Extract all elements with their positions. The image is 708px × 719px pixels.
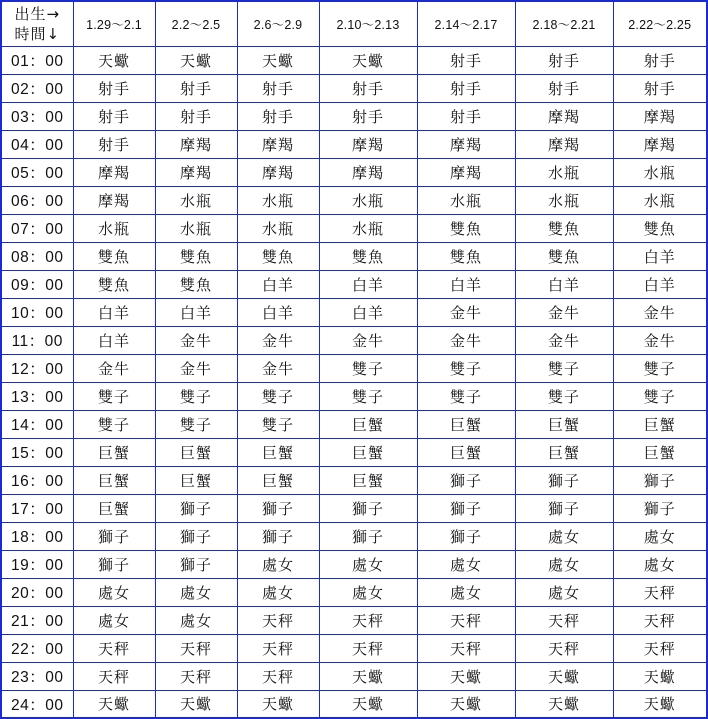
zodiac-sign-cell: 摩羯	[515, 130, 613, 158]
date-range-header: 2.6～2.9	[237, 1, 319, 46]
date-range-header: 2.18～2.21	[515, 1, 613, 46]
zodiac-sign-cell: 處女	[613, 522, 707, 550]
zodiac-sign-cell: 處女	[155, 578, 237, 606]
zodiac-sign-cell: 金牛	[237, 326, 319, 354]
zodiac-sign-cell: 白羊	[237, 270, 319, 298]
table-row	[1, 466, 707, 494]
zodiac-sign-cell: 天秤	[319, 634, 417, 662]
zodiac-sign-cell: 天秤	[73, 662, 155, 690]
zodiac-sign-cell: 雙子	[515, 354, 613, 382]
zodiac-sign-cell: 射手	[417, 102, 515, 130]
zodiac-sign-cell: 摩羯	[613, 130, 707, 158]
zodiac-sign-cell: 水瓶	[237, 186, 319, 214]
zodiac-sign-cell: 射手	[73, 74, 155, 102]
zodiac-sign-cell: 水瓶	[155, 186, 237, 214]
time-cell: 15：00	[1, 438, 73, 466]
zodiac-sign-cell: 金牛	[155, 326, 237, 354]
time-cell: 04：00	[1, 130, 73, 158]
zodiac-sign-cell: 獅子	[73, 550, 155, 578]
zodiac-sign-cell: 水瓶	[613, 158, 707, 186]
corner-header-cell	[1, 1, 73, 46]
time-cell: 22：00	[1, 634, 73, 662]
zodiac-sign-cell: 射手	[237, 74, 319, 102]
zodiac-sign-cell: 金牛	[319, 326, 417, 354]
zodiac-sign-cell: 金牛	[155, 354, 237, 382]
zodiac-sign-cell: 處女	[319, 550, 417, 578]
zodiac-sign-cell: 天秤	[613, 634, 707, 662]
table-row	[1, 550, 707, 578]
zodiac-sign-cell: 金牛	[515, 326, 613, 354]
table-row	[1, 662, 707, 690]
zodiac-sign-cell: 水瓶	[155, 214, 237, 242]
zodiac-sign-cell: 天蠍	[319, 690, 417, 718]
table-row	[1, 158, 707, 186]
time-cell: 07：00	[1, 214, 73, 242]
corner-time-label: 時間↓	[14, 24, 61, 43]
zodiac-sign-cell: 水瓶	[515, 186, 613, 214]
table-row	[1, 74, 707, 102]
zodiac-sign-cell: 雙魚	[319, 242, 417, 270]
zodiac-sign-cell: 巨蟹	[613, 410, 707, 438]
zodiac-sign-cell: 摩羯	[417, 130, 515, 158]
zodiac-sign-cell: 射手	[319, 102, 417, 130]
zodiac-sign-cell: 天秤	[417, 606, 515, 634]
time-cell: 17：00	[1, 494, 73, 522]
zodiac-sign-cell: 天蠍	[515, 662, 613, 690]
table-row	[1, 410, 707, 438]
zodiac-sign-cell: 天秤	[237, 606, 319, 634]
zodiac-sign-cell: 摩羯	[417, 158, 515, 186]
zodiac-sign-cell: 雙魚	[73, 242, 155, 270]
time-cell: 21：00	[1, 606, 73, 634]
table-row	[1, 690, 707, 718]
date-range-header: 2.22～2.25	[613, 1, 707, 46]
zodiac-sign-cell: 白羊	[319, 298, 417, 326]
zodiac-sign-cell: 射手	[613, 74, 707, 102]
table-row	[1, 326, 707, 354]
zodiac-sign-cell: 雙子	[237, 382, 319, 410]
table-row	[1, 214, 707, 242]
zodiac-sign-cell: 射手	[417, 46, 515, 74]
zodiac-sign-cell: 天秤	[237, 634, 319, 662]
zodiac-sign-cell: 巨蟹	[417, 410, 515, 438]
zodiac-sign-cell: 巨蟹	[515, 438, 613, 466]
zodiac-sign-cell: 獅子	[417, 494, 515, 522]
time-cell: 06：00	[1, 186, 73, 214]
zodiac-sign-cell: 獅子	[237, 494, 319, 522]
zodiac-sign-cell: 天蠍	[237, 690, 319, 718]
zodiac-sign-cell: 天蠍	[319, 662, 417, 690]
time-cell: 09：00	[1, 270, 73, 298]
table-row	[1, 102, 707, 130]
zodiac-sign-cell: 雙魚	[237, 242, 319, 270]
zodiac-sign-cell: 白羊	[237, 298, 319, 326]
table-row	[1, 522, 707, 550]
zodiac-sign-cell: 射手	[237, 102, 319, 130]
zodiac-sign-cell: 天秤	[613, 606, 707, 634]
zodiac-sign-cell: 天秤	[155, 634, 237, 662]
zodiac-sign-cell: 白羊	[73, 298, 155, 326]
time-cell: 01：00	[1, 46, 73, 74]
time-cell: 02：00	[1, 74, 73, 102]
date-range-header: 2.10～2.13	[319, 1, 417, 46]
zodiac-sign-cell: 摩羯	[73, 158, 155, 186]
zodiac-sign-cell: 天蠍	[417, 690, 515, 718]
zodiac-sign-cell: 水瓶	[237, 214, 319, 242]
zodiac-sign-cell: 金牛	[613, 326, 707, 354]
zodiac-sign-cell: 天蠍	[73, 690, 155, 718]
zodiac-sign-cell: 巨蟹	[73, 438, 155, 466]
zodiac-sign-cell: 天蠍	[155, 46, 237, 74]
zodiac-sign-cell: 處女	[613, 550, 707, 578]
zodiac-sign-cell: 獅子	[417, 466, 515, 494]
time-cell: 19：00	[1, 550, 73, 578]
zodiac-sign-cell: 白羊	[319, 270, 417, 298]
zodiac-sign-cell: 金牛	[237, 354, 319, 382]
zodiac-sign-cell: 獅子	[319, 522, 417, 550]
zodiac-sign-cell: 天秤	[237, 662, 319, 690]
zodiac-sign-cell: 天秤	[155, 662, 237, 690]
zodiac-sign-cell: 射手	[155, 102, 237, 130]
zodiac-sign-cell: 摩羯	[515, 102, 613, 130]
table-row	[1, 634, 707, 662]
zodiac-sign-cell: 水瓶	[417, 186, 515, 214]
zodiac-sign-cell: 處女	[319, 578, 417, 606]
zodiac-sign-cell: 獅子	[417, 522, 515, 550]
table-row	[1, 354, 707, 382]
zodiac-sign-cell: 雙子	[613, 354, 707, 382]
time-cell: 03：00	[1, 102, 73, 130]
table-row	[1, 46, 707, 74]
zodiac-sign-cell: 獅子	[237, 522, 319, 550]
zodiac-sign-cell: 天蠍	[319, 46, 417, 74]
zodiac-sign-cell: 射手	[73, 130, 155, 158]
zodiac-sign-cell: 獅子	[613, 494, 707, 522]
header-row	[1, 1, 707, 46]
zodiac-sign-cell: 天蠍	[613, 690, 707, 718]
zodiac-sign-cell: 天蠍	[73, 46, 155, 74]
zodiac-sign-cell: 處女	[515, 522, 613, 550]
zodiac-sign-cell: 雙魚	[417, 242, 515, 270]
zodiac-sign-cell: 白羊	[613, 242, 707, 270]
zodiac-sign-cell: 巨蟹	[237, 466, 319, 494]
zodiac-sign-cell: 巨蟹	[417, 438, 515, 466]
zodiac-sign-cell: 處女	[417, 550, 515, 578]
zodiac-sign-cell: 天秤	[73, 634, 155, 662]
zodiac-sign-cell: 處女	[237, 550, 319, 578]
zodiac-sign-cell: 天蠍	[237, 46, 319, 74]
time-cell: 24：00	[1, 690, 73, 718]
zodiac-sign-cell: 雙魚	[515, 242, 613, 270]
zodiac-sign-cell: 天秤	[515, 634, 613, 662]
time-cell: 18：00	[1, 522, 73, 550]
zodiac-sign-cell: 雙子	[155, 382, 237, 410]
time-cell: 14：00	[1, 410, 73, 438]
zodiac-sign-cell: 白羊	[73, 326, 155, 354]
table-row	[1, 298, 707, 326]
zodiac-sign-cell: 射手	[155, 74, 237, 102]
zodiac-sign-cell: 白羊	[515, 270, 613, 298]
zodiac-sign-cell: 摩羯	[319, 158, 417, 186]
zodiac-sign-cell: 處女	[515, 550, 613, 578]
zodiac-sign-cell: 天秤	[417, 634, 515, 662]
time-cell: 13：00	[1, 382, 73, 410]
zodiac-sign-cell: 雙魚	[417, 214, 515, 242]
zodiac-sign-cell: 金牛	[417, 326, 515, 354]
zodiac-sign-cell: 天蠍	[155, 690, 237, 718]
zodiac-sign-cell: 水瓶	[515, 158, 613, 186]
zodiac-sign-cell: 雙子	[515, 382, 613, 410]
time-cell: 11：00	[1, 326, 73, 354]
zodiac-sign-cell: 巨蟹	[515, 410, 613, 438]
zodiac-sign-cell: 射手	[613, 46, 707, 74]
zodiac-sign-cell: 處女	[417, 578, 515, 606]
zodiac-sign-cell: 雙魚	[73, 270, 155, 298]
zodiac-sign-cell: 金牛	[515, 298, 613, 326]
zodiac-sign-cell: 白羊	[417, 270, 515, 298]
zodiac-sign-cell: 天蠍	[613, 662, 707, 690]
table-row	[1, 606, 707, 634]
corner-birth-label: 出生→	[14, 4, 61, 23]
time-cell: 16：00	[1, 466, 73, 494]
zodiac-sign-cell: 雙魚	[515, 214, 613, 242]
zodiac-sign-cell: 雙子	[73, 410, 155, 438]
zodiac-sign-cell: 雙子	[237, 410, 319, 438]
time-cell: 23：00	[1, 662, 73, 690]
zodiac-sign-cell: 處女	[73, 606, 155, 634]
zodiac-sign-cell: 摩羯	[155, 158, 237, 186]
zodiac-sign-cell: 天秤	[515, 606, 613, 634]
zodiac-sign-cell: 獅子	[73, 522, 155, 550]
zodiac-sign-cell: 摩羯	[237, 130, 319, 158]
zodiac-sign-cell: 摩羯	[319, 130, 417, 158]
zodiac-sign-cell: 金牛	[613, 298, 707, 326]
zodiac-sign-cell: 獅子	[155, 550, 237, 578]
date-range-header: 2.2～2.5	[155, 1, 237, 46]
zodiac-sign-cell: 處女	[155, 606, 237, 634]
zodiac-sign-cell: 雙子	[319, 382, 417, 410]
zodiac-sign-cell: 水瓶	[319, 186, 417, 214]
zodiac-sign-cell: 水瓶	[613, 186, 707, 214]
zodiac-sign-cell: 射手	[319, 74, 417, 102]
table-row	[1, 382, 707, 410]
zodiac-sign-cell: 摩羯	[613, 102, 707, 130]
zodiac-sign-cell: 雙魚	[155, 270, 237, 298]
table-row	[1, 270, 707, 298]
zodiac-sign-cell: 雙子	[417, 382, 515, 410]
time-cell: 20：00	[1, 578, 73, 606]
zodiac-sign-cell: 天蠍	[417, 662, 515, 690]
zodiac-sign-cell: 雙子	[613, 382, 707, 410]
zodiac-sign-cell: 處女	[515, 578, 613, 606]
zodiac-sign-cell: 獅子	[155, 494, 237, 522]
zodiac-sign-cell: 天秤	[613, 578, 707, 606]
zodiac-sign-cell: 雙魚	[155, 242, 237, 270]
zodiac-sign-cell: 巨蟹	[319, 438, 417, 466]
time-cell: 08：00	[1, 242, 73, 270]
table-row	[1, 242, 707, 270]
zodiac-sign-cell: 水瓶	[73, 214, 155, 242]
zodiac-sign-cell: 巨蟹	[237, 438, 319, 466]
zodiac-sign-cell: 巨蟹	[319, 466, 417, 494]
zodiac-sign-cell: 金牛	[417, 298, 515, 326]
zodiac-sign-cell: 摩羯	[155, 130, 237, 158]
zodiac-sign-cell: 雙子	[155, 410, 237, 438]
zodiac-sign-cell: 獅子	[155, 522, 237, 550]
time-cell: 10：00	[1, 298, 73, 326]
table-row	[1, 186, 707, 214]
zodiac-sign-cell: 射手	[417, 74, 515, 102]
zodiac-sign-cell: 摩羯	[73, 186, 155, 214]
time-cell: 12：00	[1, 354, 73, 382]
zodiac-sign-cell: 獅子	[515, 494, 613, 522]
time-cell: 05：00	[1, 158, 73, 186]
zodiac-sign-cell: 白羊	[155, 298, 237, 326]
table-row	[1, 130, 707, 158]
zodiac-sign-cell: 射手	[515, 46, 613, 74]
table-row	[1, 578, 707, 606]
zodiac-sign-cell: 雙魚	[613, 214, 707, 242]
zodiac-sign-cell: 巨蟹	[73, 494, 155, 522]
zodiac-sign-cell: 水瓶	[319, 214, 417, 242]
table-row	[1, 494, 707, 522]
zodiac-sign-cell: 處女	[237, 578, 319, 606]
zodiac-sign-cell: 巨蟹	[155, 438, 237, 466]
zodiac-sign-cell: 射手	[515, 74, 613, 102]
zodiac-sign-cell: 獅子	[613, 466, 707, 494]
zodiac-sign-cell: 射手	[73, 102, 155, 130]
zodiac-sign-cell: 雙子	[319, 354, 417, 382]
zodiac-sign-cell: 金牛	[73, 354, 155, 382]
zodiac-sign-cell: 巨蟹	[613, 438, 707, 466]
date-range-header: 1.29～2.1	[73, 1, 155, 46]
zodiac-sign-cell: 天秤	[319, 606, 417, 634]
table-row	[1, 438, 707, 466]
zodiac-sign-cell: 雙子	[417, 354, 515, 382]
table-body	[1, 46, 707, 718]
zodiac-sign-cell: 巨蟹	[319, 410, 417, 438]
zodiac-sign-cell: 獅子	[319, 494, 417, 522]
zodiac-sign-cell: 天蠍	[515, 690, 613, 718]
zodiac-sign-cell: 白羊	[613, 270, 707, 298]
zodiac-sign-cell: 巨蟹	[155, 466, 237, 494]
zodiac-sign-cell: 處女	[73, 578, 155, 606]
zodiac-sign-cell: 雙子	[73, 382, 155, 410]
zodiac-sign-cell: 巨蟹	[73, 466, 155, 494]
zodiac-sign-cell: 獅子	[515, 466, 613, 494]
zodiac-sign-cell: 摩羯	[237, 158, 319, 186]
date-range-header: 2.14～2.17	[417, 1, 515, 46]
